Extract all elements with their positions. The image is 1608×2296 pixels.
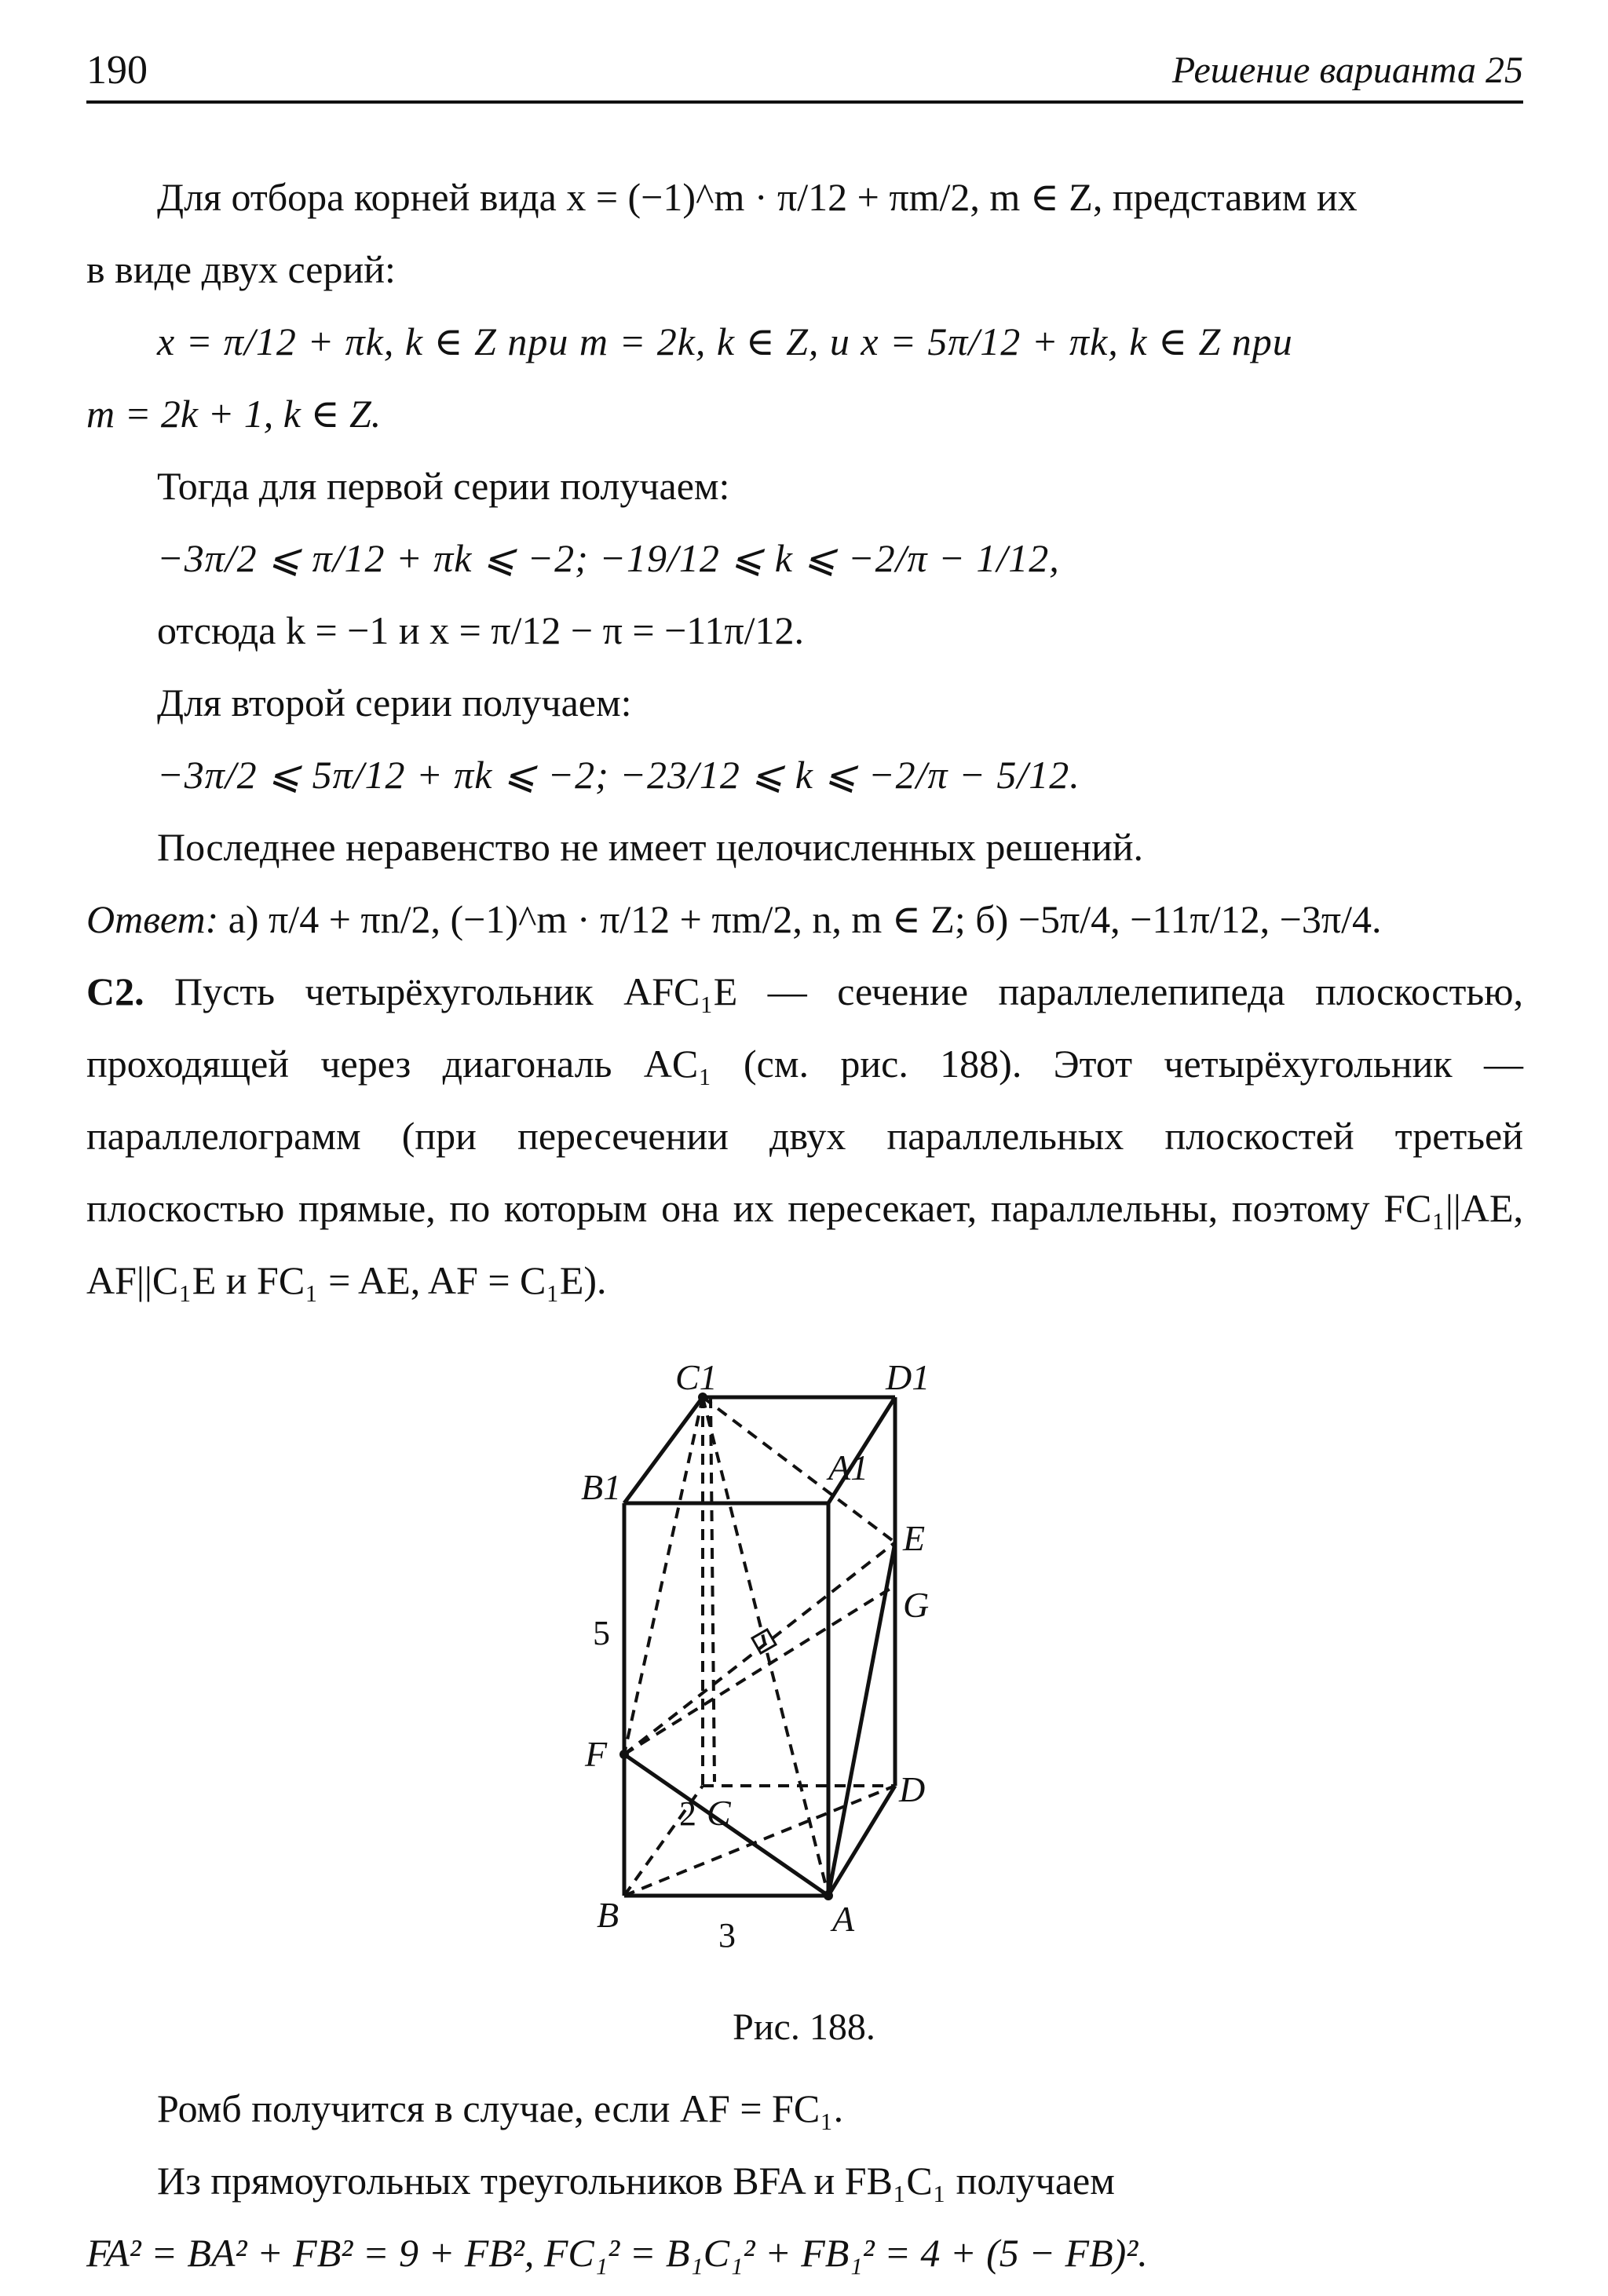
paragraph-two-series: в виде двух серий: — [86, 247, 396, 291]
label-c: C — [707, 1793, 731, 1833]
label-a: A — [832, 1899, 855, 1939]
label-d: D — [899, 1769, 926, 1809]
label-e: E — [903, 1518, 926, 1558]
paragraph-root-selection: Для отбора корней вида x = (−1)^m · π/12 + πm/2, m ∈ Z, представим их — [157, 175, 1358, 219]
answer-line — [86, 883, 1523, 955]
label-g: G — [903, 1585, 930, 1625]
header-rule — [86, 100, 1523, 104]
page-number: 190 — [86, 48, 148, 93]
paragraph-first-series: Тогда для первой серии получаем: — [157, 464, 730, 508]
label-b: B — [597, 1895, 619, 1935]
paragraph-right-triangles: Из прямоугольных треугольников BFA и FB₁C₁ получаем — [157, 2159, 1115, 2203]
label-c1: C1 — [675, 1357, 718, 1397]
edge-label-width: 3 — [718, 1916, 736, 1955]
label-b1: B1 — [581, 1467, 622, 1507]
edge-label-depth: 2 — [679, 1794, 696, 1833]
paragraph-rhombus: Ромб получится в случае, если AF = FC₁. — [157, 2086, 844, 2130]
solution-text — [86, 161, 1523, 1316]
formula-pythagoras: FA² = BA² + FB² = 9 + FB², FC₁² = B₁C₁² + FB₁² = 4 + (5 − FB)². — [86, 2231, 1148, 2275]
formula-series: x = π/12 + πk, k ∈ Z при m = 2k, k ∈ Z, и x = 5π/12 + πk, k ∈ Z при — [157, 319, 1293, 363]
inequality-first: −3π/2 ⩽ π/12 + πk ⩽ −2; −19/12 ⩽ k ⩽ −2/π − 1/12, — [157, 536, 1060, 580]
label-f: F — [585, 1734, 608, 1774]
parallelepiped-diagram — [581, 1357, 1021, 1962]
edge-label-height: 5 — [593, 1614, 610, 1652]
problem-c2 — [86, 955, 1523, 1316]
figure-parallelepiped — [581, 1357, 1021, 1962]
figure-caption: Рис. 188. — [733, 2006, 875, 2048]
label-d1: D1 — [886, 1357, 930, 1397]
problem-c2-text: Пусть четырёхугольник AFC₁E — сечение параллелепипеда плоскостью, проходящей через диагональ AC₁ (см. рис. 188). Этот четырёхугольник — параллелограмм (при пересечении двух параллельных плоскостей третьей плоскостью прямые, по которым она их пересекает, параллельны, поэтому FC₁||AE, AF||C₁E и FC₁ = AE, AF = C₁E). — [86, 969, 1523, 1302]
running-title: Решение варианта 25 — [1171, 49, 1523, 91]
label-a1: A1 — [828, 1447, 869, 1487]
solution-continuation — [86, 2072, 1523, 2289]
problem-c2-label: С2. — [86, 969, 144, 1013]
paragraph-second-series: Для второй серии получаем: — [157, 681, 632, 725]
page-header — [86, 47, 1523, 102]
answer-label: Ответ: — [86, 897, 219, 941]
answer-text: а) π/4 + πn/2, (−1)^m · π/12 + πm/2, n, m ∈ Z; б) −5π/4, −11π/12, −3π/4. — [228, 897, 1382, 941]
paragraph-no-integer: Последнее неравенство не имеет целочисленных решений. — [157, 825, 1144, 869]
inequality-second: −3π/2 ⩽ 5π/12 + πk ⩽ −2; −23/12 ⩽ k ⩽ −2/π − 5/12. — [157, 753, 1080, 797]
formula-series-cont: m = 2k + 1, k ∈ Z. — [86, 392, 382, 436]
paragraph-k-value: отсюда k = −1 и x = π/12 − π = −11π/12. — [157, 608, 805, 652]
